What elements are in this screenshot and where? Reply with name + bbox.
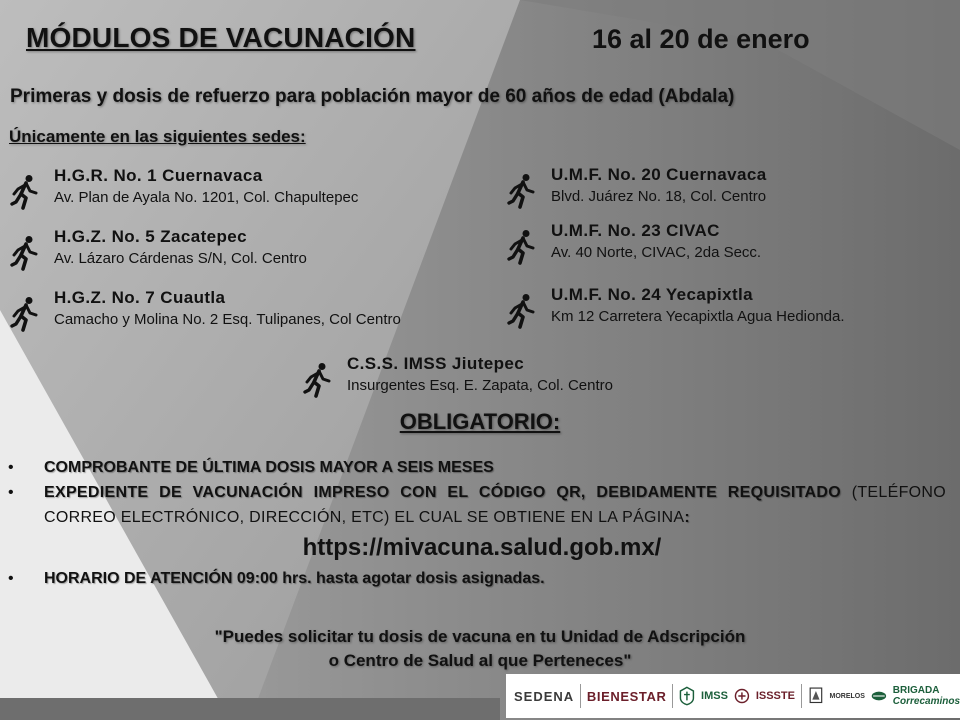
- site-address: Av. 40 Norte, CIVAC, 2da Secc.: [551, 244, 762, 261]
- brigada-emblem-icon: [871, 682, 887, 710]
- site-name: U.M.F. No. 24 Yecapixtla: [551, 285, 754, 304]
- vaccine-url[interactable]: https://mivacuna.salud.gob.mx/: [302, 534, 662, 561]
- site-name: U.M.F. No. 23 CIVAC: [551, 221, 720, 240]
- requirement-text-bold: EXPEDIENTE DE VACUNACIÓN IMPRESO CON EL CÓDIGO QR, DEBIDAMENTE REQUISITADO: [44, 484, 841, 501]
- brigada-logo: [893, 685, 960, 707]
- site-address: Av. Lázaro Cárdenas S/N, Col. Centro: [54, 250, 307, 267]
- logo-divider: [672, 684, 673, 708]
- requirements-list: [8, 455, 946, 591]
- quote-line-1: "Puedes solicitar tu dosis de vacuna en tu Unidad de Adscripción: [214, 627, 746, 646]
- site-address: Insurgentes Esq. E. Zapata, Col. Centro: [347, 377, 613, 394]
- site-address: Blvd. Juárez No. 18, Col. Centro: [551, 188, 767, 205]
- logo-divider: [801, 684, 802, 708]
- footer-logos: [506, 674, 960, 718]
- walking-person-icon: [507, 173, 537, 209]
- obligatorio-heading: OBLIGATORIO:: [399, 409, 561, 434]
- bienestar-logo: BIENESTAR: [586, 688, 667, 704]
- issste-emblem-icon: [734, 682, 750, 710]
- bullet-icon: •: [8, 459, 14, 476]
- walking-person-icon: [507, 229, 537, 265]
- imss-logo: IMSS: [701, 690, 728, 702]
- requirement-item: [8, 480, 946, 530]
- site-name: H.G.R. No. 1 Cuernavaca: [54, 166, 263, 185]
- bullet-icon: •: [8, 570, 14, 587]
- requirement-text: COMPROBANTE DE ÚLTIMA DOSIS MAYOR A SEIS MESES: [44, 459, 494, 476]
- quote-line-2: o Centro de Salud al que Perteneces": [328, 651, 632, 670]
- footer-bar: [0, 698, 500, 720]
- site-address: Km 12 Carretera Yecapixtla Agua Hedionda.: [551, 308, 845, 325]
- date-range: 16 al 20 de enero: [592, 24, 810, 54]
- walking-person-icon: [507, 293, 537, 329]
- morelos-emblem-icon: [808, 682, 824, 710]
- requirement-text: HORARIO DE ATENCIÓN 09:00 hrs. hasta agotar dosis asignadas.: [44, 570, 545, 587]
- closing-quote: [0, 625, 960, 673]
- site-name: H.G.Z. No. 7 Cuautla: [54, 288, 226, 307]
- brigada-label: BRIGADA: [892, 685, 940, 696]
- site-address: Camacho y Molina No. 2 Esq. Tulipanes, Col Centro: [54, 311, 401, 328]
- logo-divider: [580, 684, 581, 708]
- bullet-icon: •: [8, 484, 14, 501]
- correcaminos-label: Correcaminos: [892, 696, 960, 707]
- walking-person-icon: [10, 174, 40, 210]
- morelos-logo: MORELOS: [829, 692, 865, 700]
- imss-emblem-icon: [679, 682, 695, 710]
- site-name: U.M.F. No. 20 Cuernavaca: [551, 165, 767, 184]
- requirement-item: [8, 566, 946, 591]
- sedes-label: Únicamente en las siguientes sedes:: [9, 127, 306, 146]
- site-address: Av. Plan de Ayala No. 1201, Col. Chapultepec: [54, 189, 359, 206]
- site-name: C.S.S. IMSS Jiutepec: [347, 354, 525, 373]
- walking-person-icon: [10, 296, 40, 332]
- walking-person-icon: [10, 235, 40, 271]
- page-title: MÓDULOS DE VACUNACIÓN: [26, 22, 416, 53]
- requirement-text-detail: (TELÉFONO CORREO ELECTRÓNICO, DIRECCIÓN, ETC) EL CUAL SE OBTIENE EN LA PÁGINA: [44, 484, 946, 526]
- sedena-logo: SEDENA: [514, 688, 575, 704]
- requirement-colon: :: [684, 509, 691, 526]
- site-name: H.G.Z. No. 5 Zacatepec: [54, 227, 248, 246]
- subtitle: Primeras y dosis de refuerzo para población mayor de 60 años de edad (Abdala): [10, 86, 735, 107]
- walking-person-icon: [303, 362, 333, 398]
- requirement-item: [8, 455, 946, 480]
- issste-logo: ISSSTE: [755, 690, 795, 702]
